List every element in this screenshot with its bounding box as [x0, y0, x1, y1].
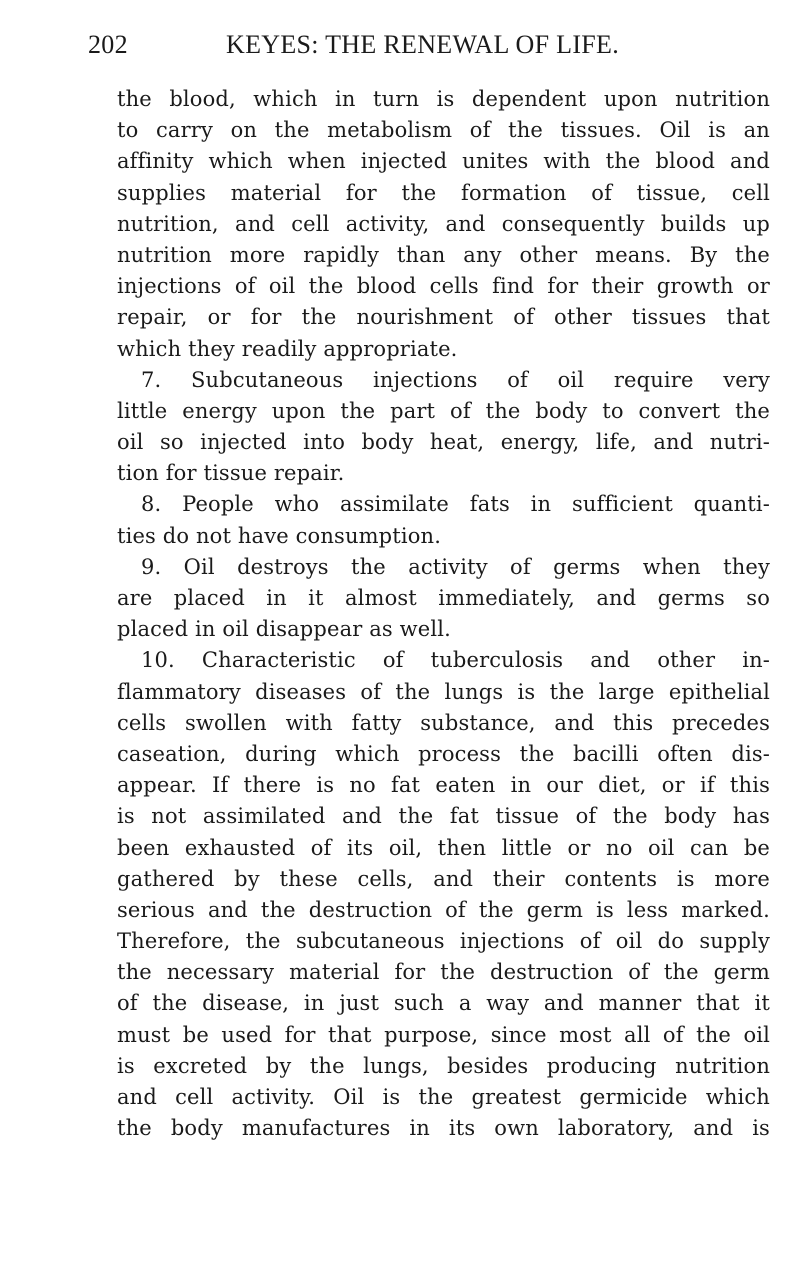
text-line: must be used for that purpose, since most all of the oil — [117, 1022, 770, 1047]
text-line: cells swollen with fatty substance, and this precedes — [117, 710, 770, 735]
text-line: caseation, during which process the bacilli often dis- — [117, 741, 770, 766]
text-line: gathered by these cells, and their contents is more — [117, 866, 770, 891]
page-number: 202 — [88, 30, 128, 59]
text-line: is excreted by the lungs, besides producing nutrition — [117, 1053, 770, 1078]
text-line: little energy upon the part of the body to convert the — [117, 398, 770, 423]
text-line: appear. If there is no fat eaten in our diet, or if this — [117, 773, 770, 798]
body-text — [117, 84, 770, 1144]
text-line: been exhausted of its oil, then little or no oil can be — [117, 835, 770, 860]
text-line: nutrition more rapidly than any other means. By the — [117, 242, 770, 267]
text-line: and cell activity. Oil is the greatest germicide which — [117, 1085, 770, 1109]
text-line: of the disease, in just such a way and manner that it — [117, 991, 770, 1016]
text-line: Therefore, the subcutaneous injections of oil do supply — [117, 929, 770, 954]
text-line: is not assimilated and the fat tissue of the body has — [117, 804, 770, 829]
text-line: ties do not have consumption. — [117, 523, 442, 548]
text-line: to carry on the metabolism of the tissues. Oil is an — [117, 118, 770, 143]
running-title: KEYES: THE RENEWAL OF LIFE. — [226, 30, 620, 59]
text-line: placed in oil disappear as well. — [117, 617, 451, 642]
text-line: the blood, which in turn is dependent upon nutrition — [117, 87, 770, 111]
text-line: are placed in it almost immediately, and germs so — [117, 586, 770, 610]
text-line: the necessary material for the destruction of the germ — [117, 960, 770, 985]
text-line: 7. Subcutaneous injections of oil require very — [141, 367, 770, 392]
running-head — [0, 30, 800, 64]
text-line: 9. Oil destroys the activity of germs when they — [141, 554, 770, 579]
text-line: 10. Characteristic of tuberculosis and other in- — [141, 648, 770, 673]
text-line: affinity which when injected unites with the blood and — [117, 149, 770, 174]
text-line: flammatory diseases of the lungs is the large epithelial — [117, 679, 770, 704]
text-line: serious and the destruction of the germ is less marked. — [117, 897, 770, 922]
text-line: the body manufactures in its own laboratory, and is — [117, 1116, 770, 1141]
text-line: supplies material for the formation of tissue, cell — [117, 180, 770, 205]
text-line: 8. People who assimilate fats in sufficient quanti- — [141, 492, 770, 517]
text-line: injections of oil the blood cells find for their growth or — [117, 274, 770, 299]
text-line: repair, or for the nourishment of other tissues that — [117, 305, 770, 330]
text-line: tion for tissue repair. — [117, 461, 345, 486]
text-line: which they readily appropriate. — [117, 336, 458, 361]
text-line: oil so injected into body heat, energy, life, and nutri- — [117, 430, 770, 455]
text-line: nutrition, and cell activity, and consequently builds up — [117, 211, 770, 236]
